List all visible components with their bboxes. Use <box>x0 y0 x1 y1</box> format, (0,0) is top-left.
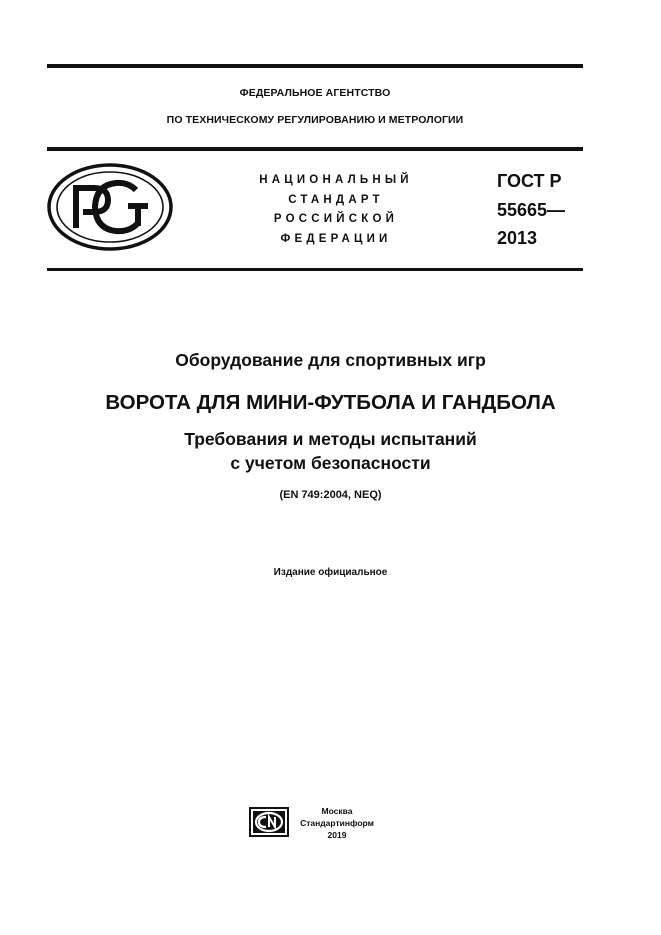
title-main: ВОРОТА ДЛЯ МИНИ-ФУТБОЛА И ГАНДБОЛА <box>105 391 556 414</box>
standard-type-line-2: СТАНДАРТ <box>288 194 384 206</box>
gost-code-line-1: ГОСТ Р <box>497 171 562 191</box>
standard-type-line-4: ФЕДЕРАЦИИ <box>280 233 392 245</box>
publisher-name: Стандартинформ <box>300 818 374 828</box>
publisher-year: 2019 <box>327 830 347 840</box>
title-subtitle-line-2: с учетом безопасности <box>230 453 431 473</box>
standard-type-line-3: РОССИЙСКОЙ <box>273 213 399 225</box>
edition-label: Издание официальное <box>273 567 388 578</box>
title-reference: (EN 749:2004, NEQ) <box>279 489 382 501</box>
title-subtitle-line-1: Требования и методы испытаний <box>184 429 477 449</box>
rst-gost-mark-icon <box>46 162 174 252</box>
top-rule <box>47 64 583 68</box>
agency-line-2: ПО ТЕХНИЧЕСКОМУ РЕГУЛИРОВАНИЮ И МЕТРОЛОГИИ <box>166 114 464 126</box>
gost-code-line-3: 2013 <box>497 228 538 248</box>
header-rule <box>47 147 583 151</box>
standard-rule <box>47 268 583 271</box>
agency-line-1: ФЕДЕРАЛЬНОЕ АГЕНТСТВО <box>239 87 391 99</box>
gost-code-line-2: 55665— <box>497 200 566 220</box>
title-category: Оборудование для спортивных игр <box>175 350 486 370</box>
publisher-city: Москва <box>321 806 353 816</box>
standard-type-line-1: НАЦИОНАЛЬНЫЙ <box>259 174 413 186</box>
standartinform-logo-icon <box>249 806 289 838</box>
